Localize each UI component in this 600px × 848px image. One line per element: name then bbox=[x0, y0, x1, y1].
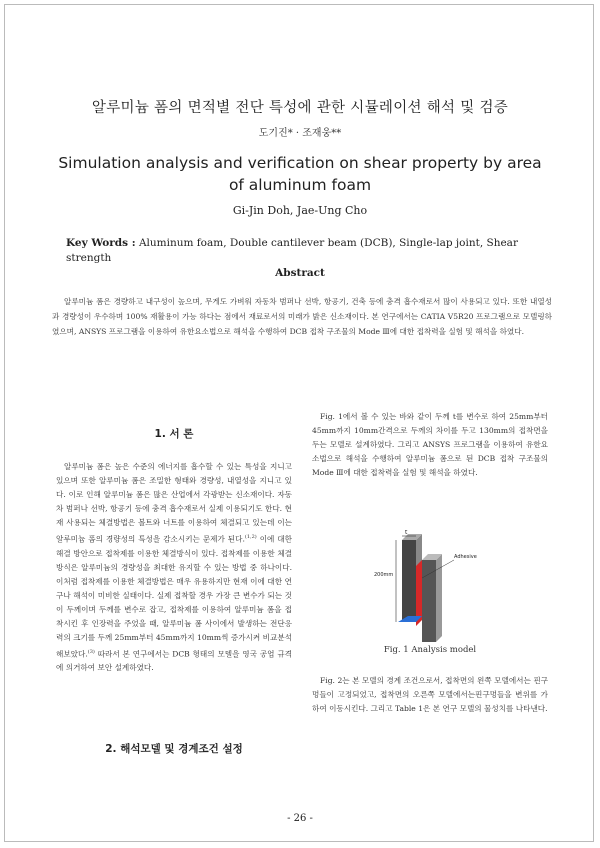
figure-1-caption: Fig. 1 Analysis model bbox=[383, 645, 477, 655]
right-column-paragraph-2 bbox=[312, 674, 548, 716]
adhesive-label: Adhesive bbox=[454, 554, 477, 560]
authors-korean: 도기진* · 조재웅** bbox=[258, 128, 342, 139]
analysis-model-drawing bbox=[372, 530, 522, 660]
abstract-text: 알루미늄 폼은 경량하고 내구성이 높으며, 무게도 가벼워 자동차 범퍼나 선박, 항공기, 건축 등에 충격 흡수재로서 많이 사용되고 있다. 또한 내열성과 경량성이 우수하며 100% 재활용이 가능 하다는 점에서 재료로서의 미래가 밝은 신소재이다. 본 연구에서는 CATIA V5R20 프로그램으로 모델링하였으며, ANSYS 프로그램을 이용하여 유한요소법으로 해석을 수행하여 DCB 접착 구조물의 Mode Ⅲ에 대한 접착력을 실험 및 해석을 하였다. bbox=[52, 297, 552, 336]
section-1-heading: 1. 서 론 bbox=[154, 428, 194, 440]
citation-3: (3) bbox=[87, 648, 95, 655]
keywords bbox=[66, 236, 556, 266]
abstract-body bbox=[52, 294, 552, 339]
abstract-title: Abstract bbox=[275, 267, 325, 279]
section-1-text-c: 따라서 본 연구에서는 DCB 형태의 모델을 영국 공업 규격에 의거하여 보안 설계하였다. bbox=[56, 649, 292, 673]
section-1-text-b: 이에 대한 해결 방안으로 접착제를 이용한 체결방식이 있다. 접착제를 이용한 체결방식은 알루미늄의 경량성을 최대한 유지할 수 있는 방법 중 하나이다. 이처럼 접착제를 이용한 체결방법은 매우 유용하지만 현재 이에 대한 연구나 해석이 미비한 실태이다. 실제 접착할 경우 가장 큰 변수가 되는 것이 두께이며 두께를 변수로 잡고, 접착제를 이용하여 알루미늄 폼을 접착시킨 후 인장력을 주었을 때, 알루미늄 폼 사이에서 발생하는 전단응력의 크기를 두께 25mm부터 45mm까지 10mm씩 증가시켜 비교분석 해보았다. bbox=[56, 534, 292, 659]
thickness-label: t bbox=[405, 530, 408, 536]
section-1-text-a: 알루미늄 폼은 높은 수준의 에너지를 흡수할 수 있는 특성을 지니고 있으며 또한 알루미늄 폼은 조밀한 형태와 경량성, 내열성을 지니고 있다. 이로 인해 알루미늄 폼은 많은 산업에서 각광받는 신소재이다. 자동차 범퍼나 선박, 항공기 등에 충격 흡수재로서 실제 이용되기도 한다. 현재 사용되는 체결방법은 볼트와 너트를 이용하여 체결되고 있는데 이는 알루미늄 폼의 경량성의 특성을 감소시키는 문제가 된다. bbox=[56, 462, 292, 544]
paper-title-korean: 알루미늄 폼의 면적별 전단 특성에 관한 시뮬레이션 해석 및 검증 bbox=[91, 100, 509, 116]
citation-1-2: (1,2) bbox=[244, 534, 257, 540]
section-1-body bbox=[56, 460, 292, 675]
keywords-label: Key Words : bbox=[66, 237, 136, 249]
analysis-model-figure bbox=[372, 530, 522, 660]
keywords-text: Aluminum foam, Double cantilever beam (DCB), Single-lap joint, Shear strength bbox=[66, 237, 518, 264]
section-2-heading: 2. 해석모델 및 경계조건 설정 bbox=[105, 743, 243, 755]
section-1-paragraph bbox=[56, 460, 292, 675]
right-column-text-2: Fig. 2는 본 모델의 경계 조건으로서, 접착면의 왼쪽 모델에서는 핀구멍들이 고정되었고, 접착면의 오른쪽 모델에서는핀구멍들을 변위를 가하여 이동시킨다. 그리고 Table 1은 본 연구 모델의 물성치를 나타낸다. bbox=[312, 676, 548, 713]
right-plate-front bbox=[422, 560, 436, 642]
dimension-label: 200mm bbox=[374, 572, 394, 578]
page-number: - 26 - bbox=[287, 813, 313, 824]
paper-title-english: Simulation analysis and verification on shear property by area of aluminum foam bbox=[58, 154, 542, 194]
right-column-paragraph-1 bbox=[312, 410, 548, 480]
left-plate-front bbox=[402, 540, 416, 622]
authors-english: Gi-Jin Doh, Jae-Ung Cho bbox=[232, 204, 368, 217]
right-column-text-1: Fig. 1에서 볼 수 있는 바와 같이 두께 t를 변수로 하여 25mm부터 45mm까지 10mm간격으로 두께의 차이를 두고 130mm의 접착면을 두는 모델로 설계하였다. 그리고 ANSYS 프로그램을 이용하여 유한요소법으로 해석을 수행하여 알루미늄 폼으로 된 DCB 접착 구조물의 Mode Ⅲ에 대한 접착력을 실험 및 해석을 하였다. bbox=[312, 412, 548, 477]
